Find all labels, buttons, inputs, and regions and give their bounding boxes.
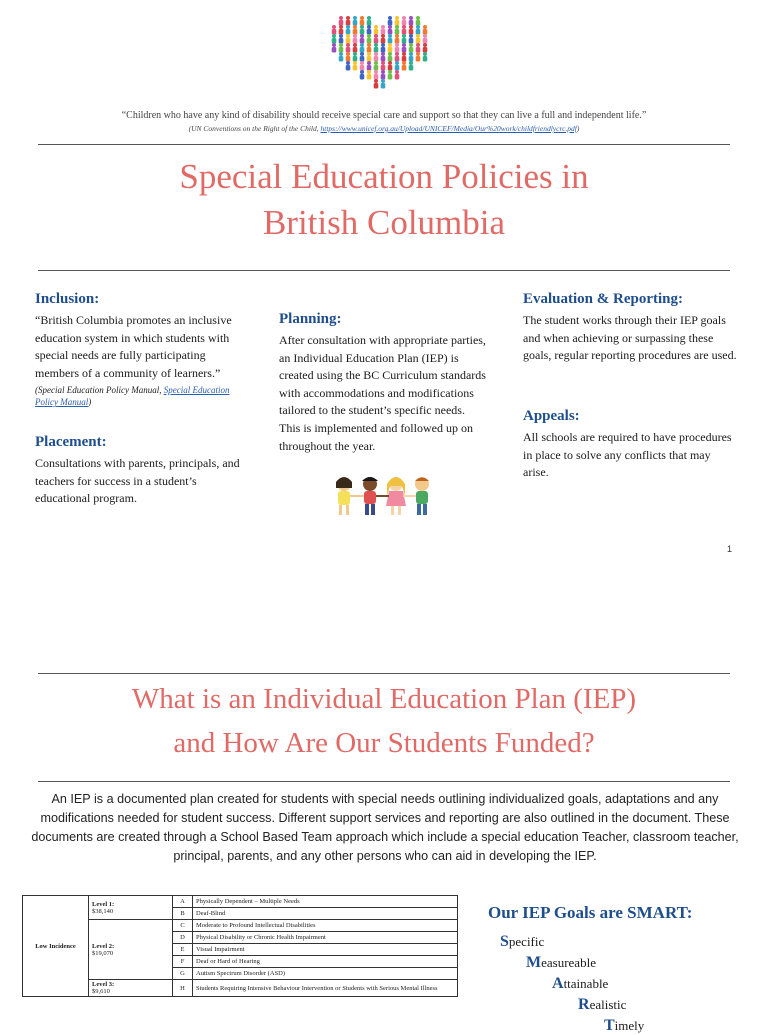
policy-manual-link[interactable]: Special Education Policy Manual: [35, 385, 230, 408]
evaluation-section: [523, 291, 738, 365]
appeals-section: [523, 408, 738, 482]
funding-category: Low Incidence: [23, 896, 89, 997]
smart-item: Attainable: [552, 975, 609, 992]
unicef-link[interactable]: https://www.unicef.org.au/Upload/UNICEF/Media/Our%20work/childfriendlycrc.pdf: [320, 124, 577, 133]
inclusion-citation: (Special Education Policy Manual, Special Education Policy Manual): [35, 385, 230, 408]
page2-title: What is an Individual Education Plan (IEP) and How Are Our Students Funded?: [131, 683, 637, 759]
funding-code: H: [173, 980, 193, 997]
funding-description: Moderate to Profound Intellectual Disabilities: [193, 920, 458, 932]
funding-row: [23, 896, 458, 908]
smart-item: Realistic: [578, 996, 627, 1013]
header-reference: (UN Conventions on the Right of the Child, https://www.unicef.org.au/Upload/UNICEF/Media/Our%20work/childfriendlycrc.pdf): [188, 124, 580, 133]
divider-top: [38, 144, 730, 145]
funding-level: Level 2: $19,070: [89, 920, 173, 980]
funding-code: A: [173, 896, 193, 908]
divider-page2-top: [38, 673, 730, 674]
page-title: Special Education Policies in British Columbia: [179, 157, 589, 242]
funding-row: [23, 980, 458, 997]
divider-page2-title: [38, 781, 730, 782]
divider-title: [38, 270, 730, 271]
funding-level: Level 3: $9,610: [89, 980, 173, 997]
funding-description: Physical Disability or Chronic Health Impairment: [193, 932, 458, 944]
funding-description: Students Requiring Intensive Behaviour Intervention or Students with Serious Mental Illness: [193, 980, 458, 997]
children-holding-hands-icon: [330, 474, 434, 518]
planning-heading: Planning:: [279, 311, 342, 327]
iep-intro: An IEP is a documented plan created for students with special needs outlining individualized goals, adaptations and any modifications needed for student success. Different support services and reporting are also outlined in the document. These documents are created through a School Based Team approach which include a special education Teacher, classroom teacher, principal, parents, and any other persons who can aid in developing the IEP.: [31, 792, 739, 863]
appeals-text: All schools are required to have procedures in place to solve any conflicts that may arise.: [523, 430, 732, 480]
smart-section: [488, 903, 748, 1035]
funding-description: Deaf or Hard of Hearing: [193, 956, 458, 968]
funding-code: G: [173, 968, 193, 980]
funding-description: Visual Impairment: [193, 944, 458, 956]
planning-text: After consultation with appropriate parties, an Individual Education Plan (IEP) is created using the BC Curriculum standards with accommodations and modifications tailored to the student’s specific needs. This is implemented and followed up on throughout the year.: [279, 333, 486, 453]
inclusion-text: “British Columbia promotes an inclusive education system in which students with special needs are fully participating members of a community of learners.”: [35, 313, 232, 380]
smart-heading: Our IEP Goals are SMART:: [488, 903, 693, 922]
page-number: 1: [727, 544, 733, 554]
heart-of-people-icon: [330, 14, 430, 90]
funding-code: E: [173, 944, 193, 956]
funding-code: B: [173, 908, 193, 920]
funding-level: Level 1: $38,140: [89, 896, 173, 920]
funding-table: [22, 895, 458, 997]
evaluation-heading: Evaluation & Reporting:: [523, 291, 684, 307]
funding-description: Deaf-Blind: [193, 908, 458, 920]
header-quote: “Children who have any kind of disability should receive special care and support so that they can live a full and independent life.”: [121, 110, 647, 121]
smart-item: Measureable: [526, 954, 596, 971]
appeals-heading: Appeals:: [523, 408, 580, 424]
smart-item: Specific: [500, 933, 545, 950]
funding-description: Physically Dependent – Multiple Needs: [193, 896, 458, 908]
placement-heading: Placement:: [35, 434, 107, 450]
funding-description: Autism Spectrum Disorder (ASD): [193, 968, 458, 980]
planning-section: [279, 311, 489, 455]
inclusion-heading: Inclusion:: [35, 291, 100, 307]
placement-text: Consultations with parents, principals, and teachers for success in a student’s educational program.: [35, 456, 240, 506]
funding-code: F: [173, 956, 193, 968]
funding-code: C: [173, 920, 193, 932]
funding-code: D: [173, 932, 193, 944]
evaluation-text: The student works through their IEP goals and when achieving or surpassing these goals, regular reporting procedures are used.: [523, 313, 737, 363]
inclusion-section: [35, 291, 250, 408]
smart-item: Timely: [604, 1017, 645, 1034]
funding-row: [23, 920, 458, 932]
placement-section: [35, 434, 250, 508]
